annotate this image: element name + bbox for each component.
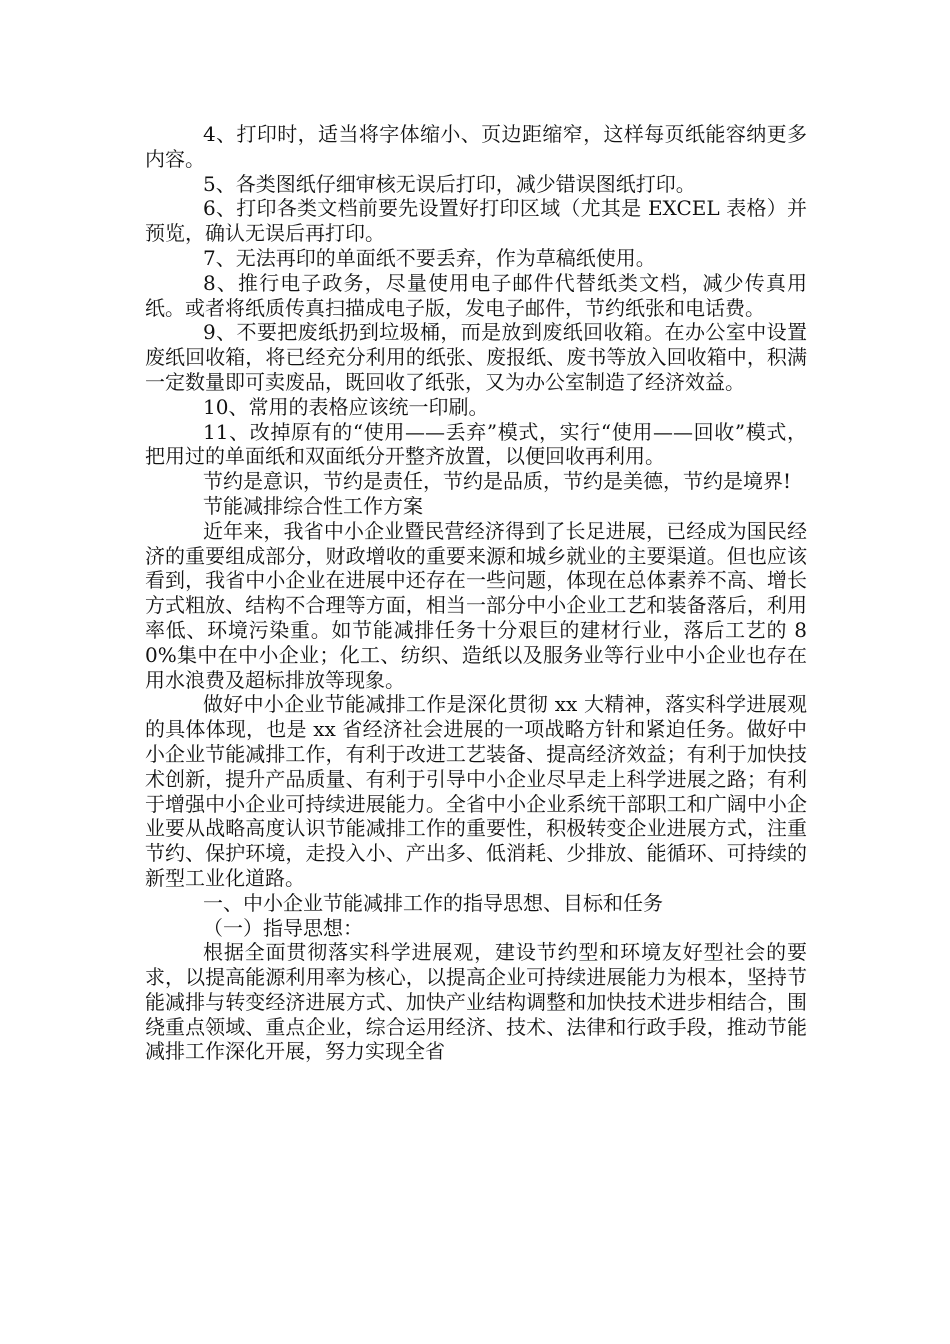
paragraph-importance: 做好中小企业节能减排工作是深化贯彻 xx 大精神，落实科学进展观的具体体现，也是 xx 省经济社会进展的一项战略方针和紧迫任务。做好中小企业节能减排工作，有利于改进工艺装备、提高经济效益；有利于加快技术创新，提升产品质量、有利于引导中小企业尽早走上科学进展之路；有利于增强中小企业可持续进展能力。全省中小企业系统干部职工和广阔中小企业要从战略高度认识节能减排工作的重要性，积极转变企业进展方式，注重节约、保护环境，走投入小、产出多、低消耗、少排放、能循环、可持续的新型工业化道路。	[145, 692, 807, 890]
paragraph-item-4: 4、打印时，适当将字体缩小、页边距缩窄，这样每页纸能容纳更多内容。	[145, 122, 807, 171]
paragraph-item-6: 6、打印各类文档前要先设置好打印区域（尤其是 EXCEL 表格）并预览，确认无误后再打印。	[145, 196, 807, 246]
paragraph-saving-motto: 节约是意识，节约是责任，节约是品质，节约是美德，节约是境界!	[203, 469, 792, 494]
paragraph-item-10: 10、常用的表格应该统一印刷。	[203, 394, 489, 419]
paragraph-item-9: 9、不要把废纸扔到垃圾桶，而是放到废纸回收箱。在办公室中设置废纸回收箱，将已经充分利用的纸张、废报纸、废书等放入回收箱中，积满一定数量即可卖废品，既回收了纸张，又为办公室制造了经济效益。	[145, 320, 807, 394]
paragraph-background: 近年来，我省中小企业暨民营经济得到了长足进展，已经成为国民经济的重要组成部分，财政增收的重要来源和城乡就业的主要渠道。但也应该看到，我省中小企业在进展中还存在一些问题，体现在总体素养不高、增长方式粗放、结构不合理等方面，相当一部分中小企业工艺和装备落后，利用率低、环境污染重。如节能减排任务十分艰巨的建材行业，落后工艺的 80%集中在中小企业；化工、纺织、造纸以及服务业等行业中小企业也存在用水浪费及超标排放等现象。	[145, 518, 807, 692]
paragraph-item-11: 11、改掉原有的“使用——丢弃”模式，实行“使用——回收”模式，把用过的单面纸和双面纸分开整齐放置，以便回收再利用。	[145, 419, 807, 469]
section-heading-1: 一、中小企业节能减排工作的指导思想、目标和任务	[203, 890, 663, 915]
subsection-heading-1: （一）指导思想：	[203, 915, 363, 940]
paragraph-item-5: 5、各类图纸仔细审核无误后打印，减少错误图纸打印。	[203, 171, 696, 196]
paragraph-item-8: 8、推行电子政务，尽量使用电子邮件代替纸类文档，减少传真用纸。或者将纸质传真扫描成电子版，发电子邮件，节约纸张和电话费。	[145, 270, 807, 320]
document-page	[145, 122, 807, 1064]
paragraph-guiding-thought: 根据全面贯彻落实科学进展观，建设节约型和环境友好型社会的要求，以提高能源利用率为核心，以提高企业可持续进展能力为根本，坚持节能减排与转变经济进展方式、加快产业结构调整和加快技术进步相结合，围绕重点领域、重点企业，综合运用经济、技术、法律和行政手段，推动节能减排工作深化开展，努力实现全省	[145, 940, 807, 1064]
section-title: 节能减排综合性工作方案	[203, 493, 423, 518]
paragraph-item-7: 7、无法再印的单面纸不要丢弃，作为草稿纸使用。	[203, 245, 656, 270]
